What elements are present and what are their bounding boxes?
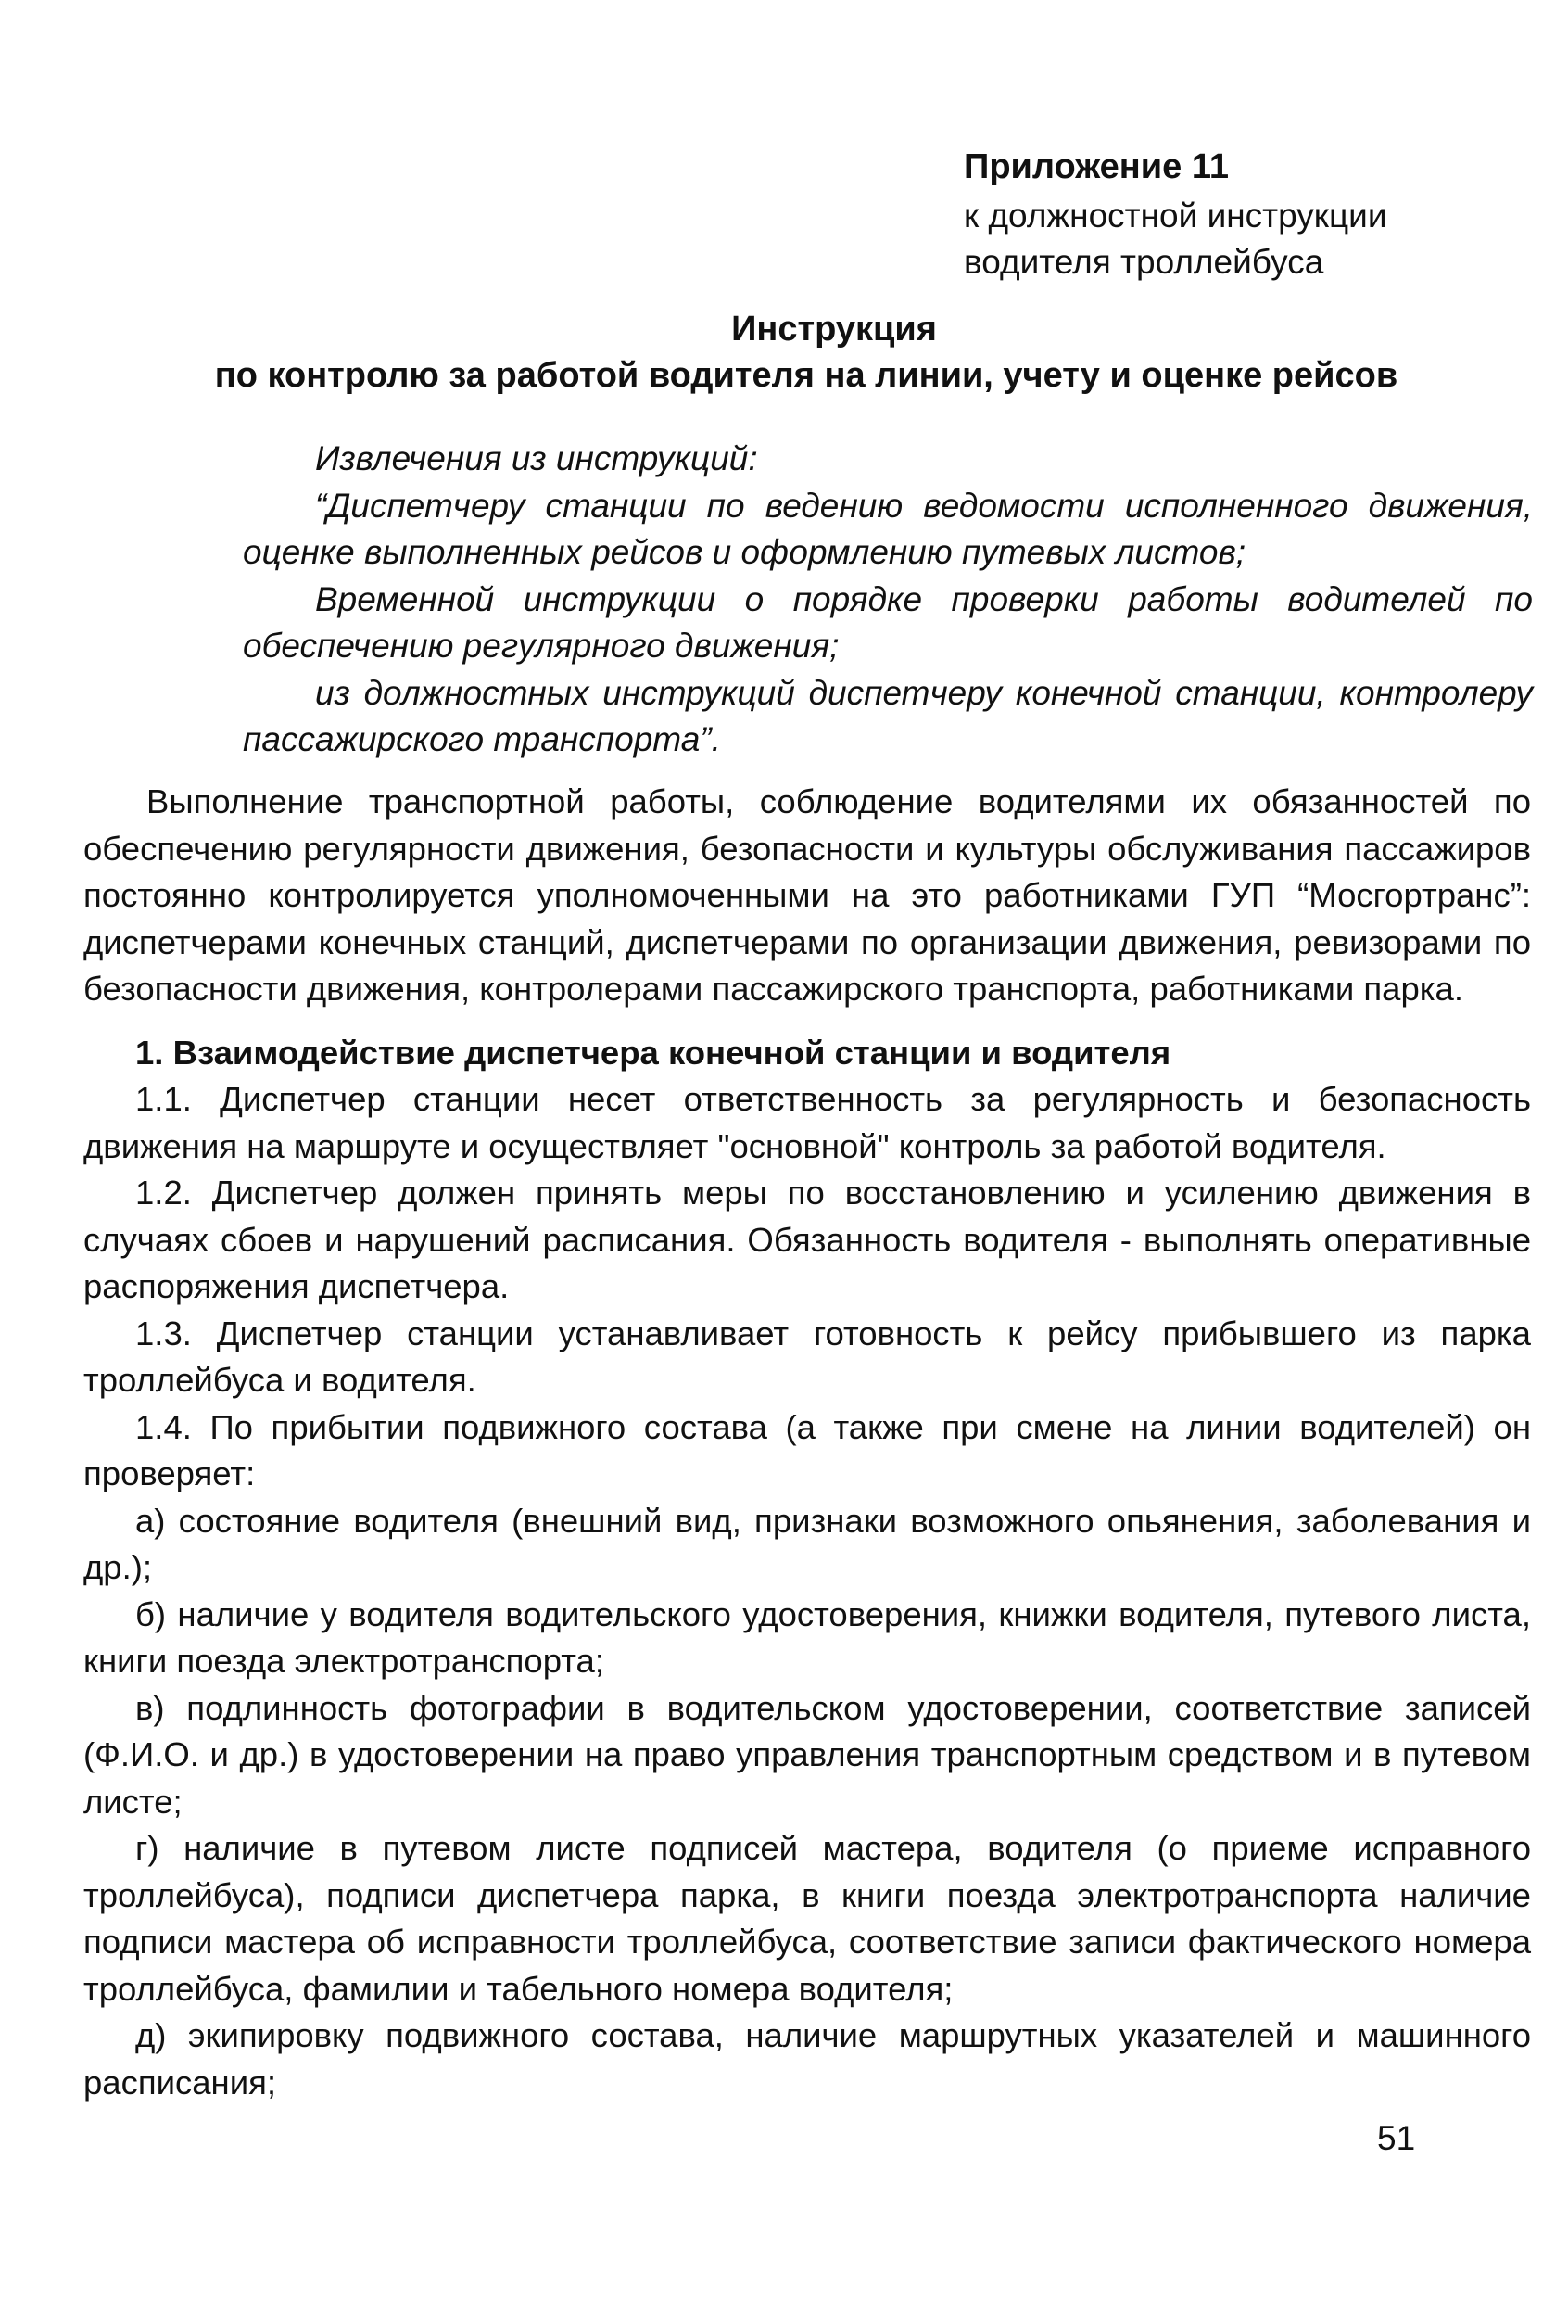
section-1-heading: 1. Взаимодействие диспетчера конечной станции и водителя xyxy=(135,1033,1171,1072)
extracts-lead: Извлечения из инструкций: xyxy=(315,439,758,477)
list-item-d: д) экипировку подвижного состава, наличие маршрутных указателей и машинного расписания; xyxy=(83,2016,1531,2102)
extracts-item-2: Временной инструкции о порядке проверки работы водителей по обеспечению регулярного движения; xyxy=(243,579,1533,665)
paragraph-1-1: 1.1. Диспетчер станции несет ответственность за регулярность и безопасность движения на маршруте и осуществляет "основной" контроль за работой водителя. xyxy=(83,1080,1531,1165)
extracts-item-3: из должностных инструкций диспетчеру конечной станции, контролеру пассажирского транспорта”. xyxy=(243,673,1533,758)
page-number: 51 xyxy=(1377,2119,1416,2157)
paragraph-1-3: 1.3. Диспетчер станции устанавливает готовность к рейсу прибывшего из парка троллейбуса и водителя. xyxy=(83,1314,1531,1399)
intro-paragraph: Выполнение транспортной работы, соблюдение водителями их обязанностей по обеспечению регулярности движения, безопасности и культуры обслуживания пассажиров постоянно контролируется уполномоченными на это работниками ГУП “Мосгортранс”: диспетчерами конечных станций, диспетчерами по организации движения, ревизорами по безопасности движения, контролерами пассажирского транспорта, работниками парка. xyxy=(83,782,1531,1008)
paragraph-1-2: 1.2. Диспетчер должен принять меры по восстановлению и усилению движения в случаях сбоев и нарушений расписания. Обязанность водителя - выполнять оперативные распоряжения диспетчера. xyxy=(83,1174,1531,1305)
extracts-block xyxy=(243,436,1533,764)
title-line-2: по контролю за работой водителя на линии, учету и оценке рейсов xyxy=(214,356,1398,395)
list-item-v: в) подлинность фотографии в водительском удостоверении, соответствие записей (Ф.И.О. и др.) в удостоверении на право управления транспортным средством и в путевом листе; xyxy=(83,1688,1531,1821)
appendix-line-2: водителя троллейбуса xyxy=(964,243,1324,281)
appendix-line-1: к должностной инструкции xyxy=(964,197,1387,235)
appendix-heading: Приложение 11 xyxy=(964,147,1229,186)
list-item-b: б) наличие у водителя водительского удостоверения, книжки водителя, путевого листа, книги поезда электротранспорта; xyxy=(83,1594,1531,1680)
title-line-1: Инструкция xyxy=(731,310,937,349)
list-item-a: а) состояние водителя (внешний вид, признаки возможного опьянения, заболевания и др.); xyxy=(83,1501,1531,1586)
document-body xyxy=(83,779,1531,2106)
extracts-item-1: “Диспетчеру станции по ведению ведомости исполненного движения, оценке выполненных рейсов и оформлению путевых листов; xyxy=(243,486,1533,571)
appendix-block xyxy=(964,141,1520,286)
document-title xyxy=(83,306,1529,399)
paragraph-1-4: 1.4. По прибытии подвижного состава (а также при смене на линии водителей) он проверяет: xyxy=(83,1407,1531,1492)
list-item-g: г) наличие в путевом листе подписей мастера, водителя (о приеме исправного троллейбуса), подписи диспетчера парка, в книги поезда электротранспорта наличие подписи мастера об исправности троллейбуса, соответствие записи фактического номера троллейбуса, фамилии и табельного номера водителя; xyxy=(83,1829,1531,2008)
